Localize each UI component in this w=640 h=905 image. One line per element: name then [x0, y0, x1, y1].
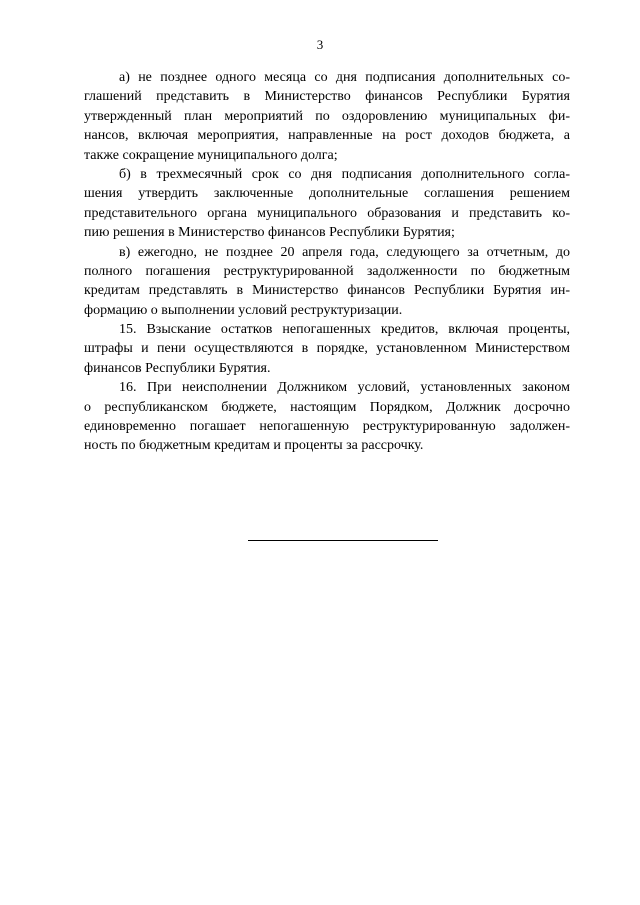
text-line: о республиканском бюджете, настоящим Порядком, Должник досрочно [84, 399, 570, 415]
text-line: нансов, включая мероприятия, направленные на рост доходов бюджета, а [84, 128, 570, 144]
text-line: пию решения в Министерство финансов Республики Бурятия; [84, 225, 455, 241]
text-line: также сокращение муниципального долга; [84, 147, 338, 163]
text-line: полного погашения реструктурированной задолженности по бюджетным [84, 263, 570, 279]
text-line: формацию о выполнении условий реструктуризации. [84, 302, 403, 318]
text-line: представительного органа муниципального образования и представить ко- [84, 205, 570, 221]
text-line: глашений представить в Министерство финансов Республики Бурятия [84, 89, 570, 105]
text-line: б) в трехмесячный срок со дня подписания дополнительного согла- [119, 166, 570, 182]
text-line: 15. Взыскание остатков непогашенных кредитов, включая проценты, [119, 322, 570, 338]
text-line: штрафы и пени осуществляются в порядке, установленном Министерством [84, 341, 570, 357]
text-line: финансов Республики Бурятия. [84, 360, 271, 376]
text-line: шения утвердить заключенные дополнительные соглашения решением [84, 186, 570, 202]
text-line: кредитам представлять в Министерство финансов Республики Бурятия ин- [84, 283, 570, 299]
text-line: а) не позднее одного месяца со дня подписания дополнительных со- [119, 70, 570, 85]
page-number: 3 [316, 37, 324, 52]
body-text [84, 68, 570, 456]
text-line: единовременно погашает непогашенную реструктурированную задолжен- [84, 419, 570, 435]
end-separator-line [248, 540, 438, 541]
text-line: ность по бюджетным кредитам и проценты за рассрочку. [84, 438, 424, 454]
text-line: 16. При неисполнении Должником условий, установленных законом [119, 380, 570, 396]
text-line: в) ежегодно, не позднее 20 апреля года, следующего за отчетным, до [119, 244, 570, 260]
text-line: утвержденный план мероприятий по оздоровлению муниципальных фи- [84, 108, 570, 124]
